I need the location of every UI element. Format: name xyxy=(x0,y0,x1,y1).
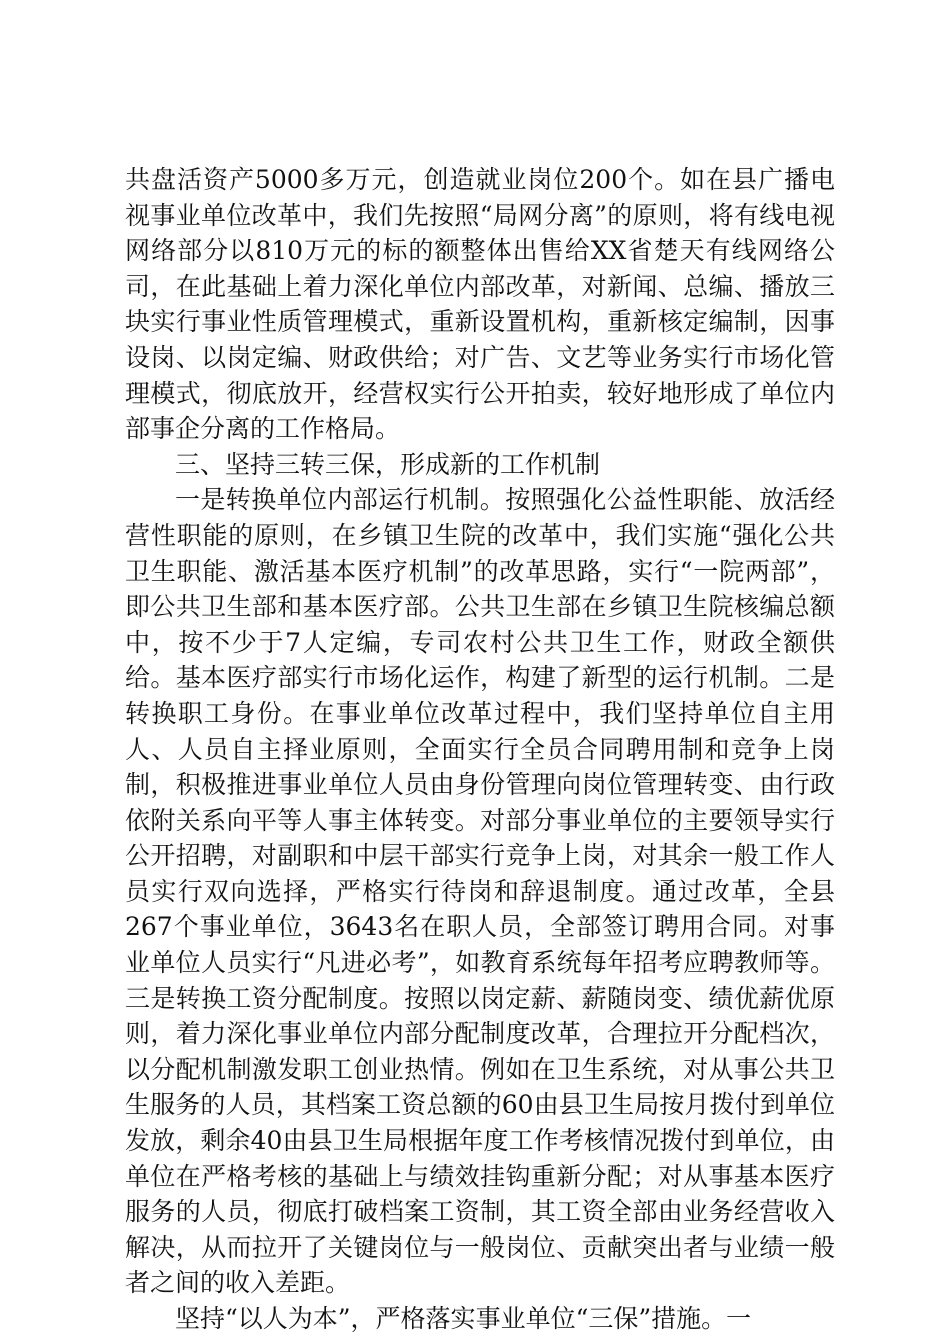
section-heading: 三、坚持三转三保，形成新的工作机制 xyxy=(175,449,601,479)
document-body xyxy=(125,162,835,1337)
paragraph-three-transformations: 一是转换单位内部运行机制。按照强化公益性职能、放活经营性职能的原则，在乡镇卫生院的改革中，我们实施“强化公共卫生职能、激活基本医疗机制”的改革思路，实行“一院两部”，即公共卫生部和基本医疗部。公共卫生部在乡镇卫生院核编总额中，按不少于7人定编，专司农村公共卫生工作，财政全额供给。基本医疗部实行市场化运作，构建了新型的运行机制。二是转换职工身份。在事业单位改革过程中，我们坚持单位自主用人、人员自主择业原则，全面实行全员合同聘用制和竞争上岗制，积极推进事业单位人员由身份管理向岗位管理转变、由行政依附关系向平等人事主体转变。对部分事业单位的主要领导实行公开招聘，对副职和中层干部实行竞争上岗，对其余一般工作人员实行双向选择，严格实行待岗和辞退制度。通过改革，全县267个事业单位，3643名在职人员，全部签订聘用合同。对事业单位人员实行“凡进必考”，如教育系统每年招考应聘教师等。三是转换工资分配制度。按照以岗定薪、薪随岗变、绩优薪优原则，着力深化事业单位内部分配制度改革，合理拉开分配档次，以分配机制激发职工创业热情。例如在卫生系统，对从事公共卫生服务的人员，其档案工资总额的60由县卫生局按月拨付到单位发放，剩余40由县卫生局根据年度工作考核情况拨付到单位，由单位在严格考核的基础上与绩效挂钩重新分配；对从事基本医疗服务的人员，彻底打破档案工资制，其工资全部由业务经营收入解决，从而拉开了关键岗位与一般岗位、贡献突出者与业绩一般者之间的收入差距。 xyxy=(125,485,835,1298)
paragraph-three-guarantees: 坚持“以人为本”，严格落实事业单位“三保”措施。一 xyxy=(175,1304,752,1333)
paragraph-continuation: 共盘活资产5000多万元，创造就业岗位200个。如在县广播电视事业单位改革中，我们先按照“局网分离”的原则，将有线电视网络部分以810万元的标的额整体出售给XX省楚天有线网络公司，在此基础上着力深化单位内部改革，对新闻、总编、播放三块实行事业性质管理模式，重新设置机构，重新核定编制，因事设岗、以岗定编、财政供给；对广告、文艺等业务实行市场化管理模式，彻底放开，经营权实行公开拍卖，较好地形成了单位内部事企分离的工作格局。 xyxy=(125,165,835,444)
